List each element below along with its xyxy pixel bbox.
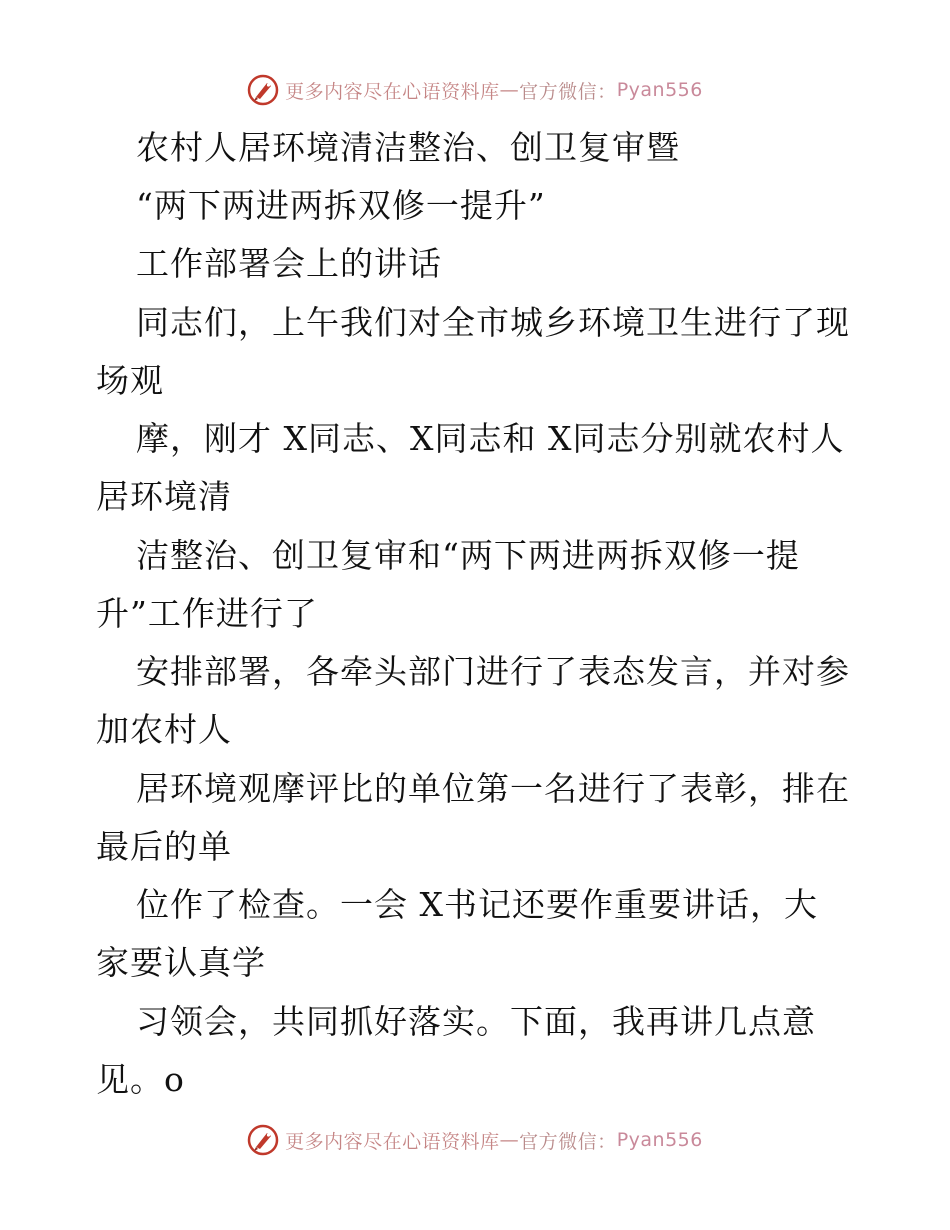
banner-main-text: 更多内容尽在心语资料库 [285, 80, 500, 103]
banner-wechat-handle: Pyan556 [616, 1129, 703, 1151]
body-line-13: 习领会，共同抓好落实。下面，我再讲几点意 [136, 1002, 816, 1041]
body-line-4: 居环境清 [96, 477, 232, 516]
banner-wechat-handle: Pyan556 [616, 79, 703, 101]
body-line-1: 同志们，上午我们对全市城乡环境卫生进行了现 [136, 303, 850, 342]
footer-watermark [0, 1120, 950, 1160]
body-line-2: 场观 [96, 361, 164, 400]
body-line-7: 安排部署，各牵头部门进行了表态发言，并对参 [136, 652, 850, 691]
banner-wechat-label: 官方微信： [519, 1130, 617, 1153]
banner-main-text: 更多内容尽在心语资料库 [285, 1130, 500, 1153]
body-line-10: 最后的单 [96, 827, 232, 866]
banner-dash: — [499, 79, 520, 101]
title-line-2: “两下两进两拆双修一提升” [136, 186, 546, 225]
title-line-1: 农村人居环境清洁整治、创卫复审暨 [136, 128, 680, 167]
body-line-3: 摩，刚才 X同志、X同志和 X同志分别就农村人 [136, 419, 845, 458]
body-line-9: 居环境观摩评比的单位第一名进行了表彰，排在 [136, 769, 850, 808]
body-line-12: 家要认真学 [96, 943, 266, 982]
banner-dash: — [499, 1129, 520, 1151]
body-line-6: 升”工作进行了 [96, 594, 318, 633]
body-line-8: 加农村人 [96, 710, 232, 749]
body-line-11: 位作了检查。一会 X书记还要作重要讲话，大 [136, 885, 818, 924]
body-line-5: 洁整治、创卫复审和“两下两进两拆双修一提 [136, 536, 800, 575]
title-line-3: 工作部署会上的讲话 [136, 244, 442, 283]
banner-wechat-label: 官方微信： [519, 80, 617, 103]
quill-logo-icon [247, 1124, 279, 1156]
body-line-14: 见。o [96, 1060, 185, 1099]
